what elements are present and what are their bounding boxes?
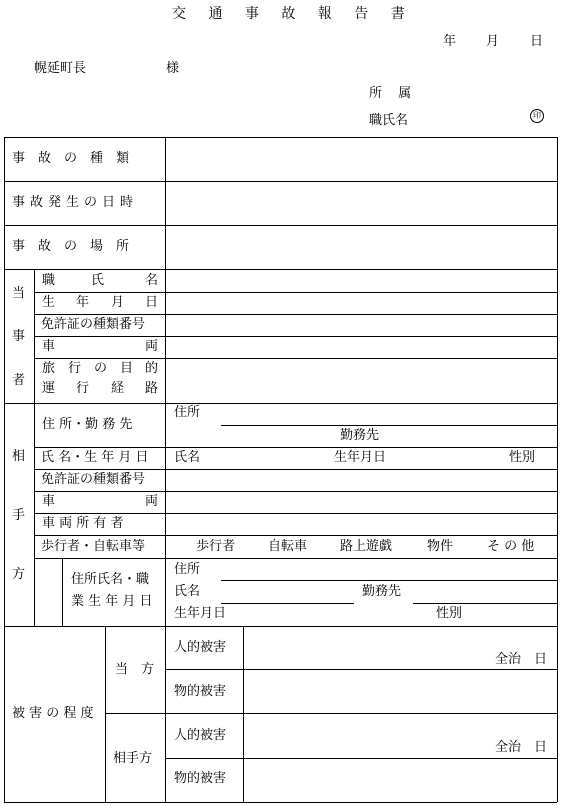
party-vehicle-label-1: 車 <box>42 339 56 354</box>
other-vehicle-label-2: 両 <box>145 494 159 509</box>
damage-their-side: 相手方 <box>113 751 153 766</box>
other-group-char-3: 方 <box>12 567 26 582</box>
party-trip-label-5: 的 <box>145 361 159 376</box>
party-name-label-3: 名 <box>145 273 159 288</box>
party-license-label: 免許証の種類番号 <box>41 317 146 332</box>
party-route-label-1: 運 <box>42 381 56 396</box>
party-birth-label-3: 月 <box>111 295 125 310</box>
party-name-label-2: 氏 <box>91 273 105 288</box>
seal-mark: 印 <box>530 109 544 123</box>
addressee: 幌延町長 <box>34 61 87 76</box>
other-gender-field: 性別 <box>509 450 536 465</box>
other-address-field: 住所 <box>174 405 201 420</box>
category-object: 物件 <box>427 539 454 554</box>
category-other: そ の 他 <box>487 539 535 554</box>
their-human-damage: 人的被害 <box>174 728 227 743</box>
date-month: 月 <box>486 34 500 49</box>
our-recovery-days: 全治 日 <box>495 652 548 667</box>
other-name-field: 氏名 <box>174 450 201 465</box>
party-name-label-1: 職 <box>42 273 56 288</box>
party-route-label-3: 経 <box>111 381 125 396</box>
party-trip-label-3: の <box>94 361 108 376</box>
other-group-char-1: 相 <box>12 449 26 464</box>
other-birth-field: 生年月日 <box>334 450 387 465</box>
other-person-info-label-2: 業 生 年 月 日 <box>71 594 153 609</box>
party-group-char-2: 事 <box>12 329 26 344</box>
their-property-damage: 物的被害 <box>174 771 227 786</box>
damage-our-side: 当 方 <box>115 662 155 677</box>
other-address-label: 住 所・勤 務 先 <box>42 417 133 432</box>
damage-label: 被 害 の 程 度 <box>12 706 94 721</box>
label-accident-place: 事 故 の 場 所 <box>12 239 130 254</box>
date-day: 日 <box>530 34 544 49</box>
party-birth-label-4: 日 <box>145 295 159 310</box>
party-vehicle-label-2: 両 <box>145 339 159 354</box>
other-vehicle-owner-label: 車 両 所 有 者 <box>42 516 124 531</box>
party-birth-label-1: 生 <box>42 295 56 310</box>
other-category-label: 歩行者・自転車等 <box>41 539 146 554</box>
our-property-damage: 物的被害 <box>174 684 227 699</box>
other-person-info-label-1: 住所氏名・職 <box>71 572 150 587</box>
label-accident-type: 事 故 の 種 類 <box>12 151 130 166</box>
other-workplace-field: 勤務先 <box>340 428 380 443</box>
other-name-birth-label: 氏 名・生 年 月 日 <box>41 450 149 465</box>
other-person-gender: 性別 <box>436 606 463 621</box>
party-route-label-2: 行 <box>76 381 90 396</box>
label-accident-datetime: 事故発生の日時 <box>12 195 139 210</box>
other-vehicle-label-1: 車 <box>42 494 56 509</box>
page-title: 交 通 事 故 報 告 書 <box>172 6 414 22</box>
other-person-birth: 生年月日 <box>174 606 227 621</box>
affiliation-label: 所 属 <box>369 86 418 101</box>
name-label: 職氏名 <box>369 113 409 128</box>
our-human-damage: 人的被害 <box>174 640 227 655</box>
other-person-address: 住所 <box>174 562 201 577</box>
party-group-char-3: 者 <box>12 373 26 388</box>
date-year: 年 <box>443 34 457 49</box>
other-person-name: 氏名 <box>174 584 201 599</box>
party-route-label-4: 路 <box>145 381 159 396</box>
party-group-char-1: 当 <box>12 286 26 301</box>
other-license-label: 免許証の種類番号 <box>41 472 146 487</box>
category-pedestrian: 歩行者 <box>196 539 236 554</box>
category-road-play: 路上遊戯 <box>340 539 393 554</box>
party-trip-label-1: 旅 <box>42 361 56 376</box>
addressee-honorific: 様 <box>166 61 180 76</box>
other-person-workplace: 勤務先 <box>362 584 402 599</box>
party-trip-label-2: 行 <box>68 361 82 376</box>
category-bicycle: 自転車 <box>268 539 308 554</box>
party-trip-label-4: 目 <box>120 361 134 376</box>
other-group-char-2: 手 <box>12 508 26 523</box>
party-birth-label-2: 年 <box>76 295 90 310</box>
their-recovery-days: 全治 日 <box>495 740 548 755</box>
